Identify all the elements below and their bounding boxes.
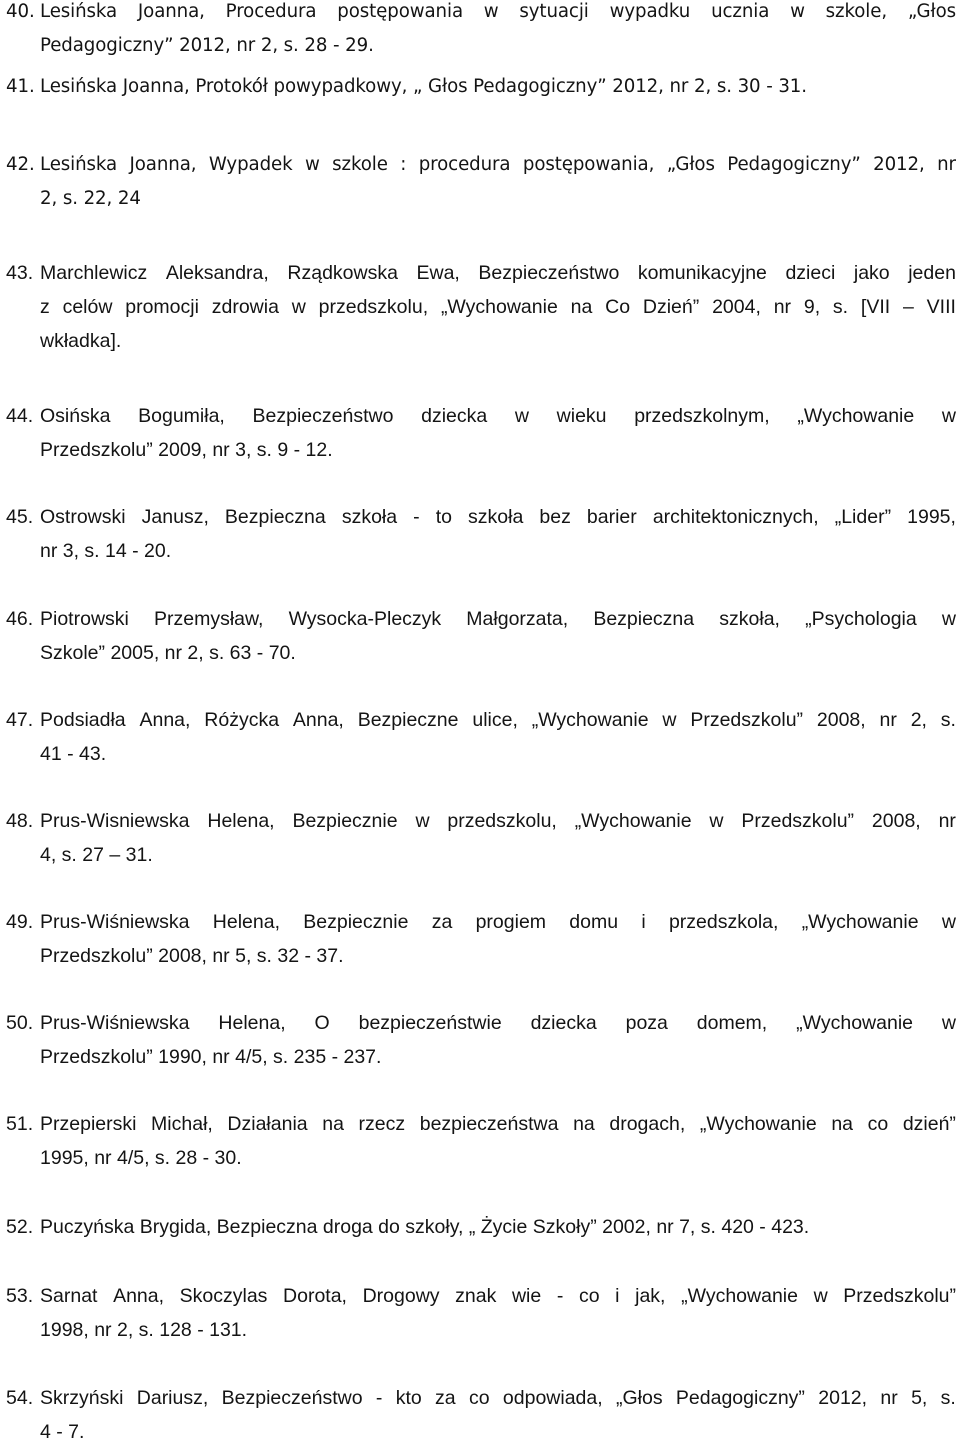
entry-text: 2, s. 22, 24	[40, 188, 141, 209]
bibliography-entry	[6, 1006, 956, 1074]
entry-continuation-line	[6, 1141, 956, 1175]
entry-number: 42.	[6, 154, 35, 175]
entry-continuation-line	[6, 737, 956, 771]
entry-first-line	[6, 399, 956, 433]
entry-text: Przepierski Michał, Działania na rzecz bezpieczeństwa na drogach, „Wychowanie na co dzień”	[40, 1113, 956, 1135]
entry-text: 4, s. 27 – 31.	[40, 844, 153, 866]
entry-text: Piotrowski Przemysław, Wysocka-Pleczyk Małgorzata, Bezpieczna szkoła, „Psychologia w	[40, 608, 956, 630]
entry-text: 1995, nr 4/5, s. 28 - 30.	[40, 1147, 242, 1169]
entry-number: 49.	[6, 911, 34, 933]
bibliography-entry	[6, 1107, 956, 1175]
entry-number: 48.	[6, 810, 34, 832]
bibliography-entry	[6, 602, 956, 670]
entry-first-line	[6, 1210, 956, 1244]
entry-continuation-line	[6, 1313, 956, 1347]
entry-first-line	[6, 1107, 956, 1141]
entry-number: 47.	[6, 709, 34, 731]
entry-text: 4 - 7.	[40, 1421, 85, 1443]
entry-continuation-line	[6, 838, 956, 872]
bibliography-entry	[6, 399, 956, 467]
entry-text: Puczyńska Brygida, Bezpieczna droga do szkoły, „ Życie Szkoły” 2002, nr 7, s. 420 - 423.	[40, 1216, 810, 1238]
entry-number: 50.	[6, 1012, 34, 1034]
entry-number: 51.	[6, 1113, 34, 1135]
entry-text: Przedszkolu” 2008, nr 5, s. 32 - 37.	[40, 945, 344, 967]
entry-text: Sarnat Anna, Skoczylas Dorota, Drogowy znak wie - co i jak, „Wychowanie w Przedszkolu”	[40, 1285, 956, 1307]
entry-text: Prus-Wiśniewska Helena, Bezpiecznie za progiem domu i przedszkola, „Wychowanie w	[40, 911, 956, 933]
bibliography-entry	[6, 148, 956, 216]
entry-continuation-line	[6, 636, 956, 670]
entry-text: wkładka].	[40, 330, 122, 352]
bibliography-entry	[6, 905, 956, 973]
entry-text: Skrzyński Dariusz, Bezpieczeństwo - kto za co odpowiada, „Głos Pedagogiczny” 2012, nr 5, s.	[40, 1387, 956, 1409]
entry-text: Podsiadła Anna, Różycka Anna, Bezpieczne ulice, „Wychowanie w Przedszkolu” 2008, nr 2, s.	[40, 709, 956, 731]
entry-continuation-line	[6, 182, 956, 216]
bibliography-entry	[6, 1279, 956, 1347]
entry-first-line	[6, 703, 956, 737]
entry-first-line	[6, 905, 956, 939]
entry-first-line	[6, 256, 956, 290]
bibliography-entry	[6, 256, 956, 358]
entry-continuation-line	[6, 1040, 956, 1074]
entry-number: 45.	[6, 506, 34, 528]
entry-continuation-line	[6, 534, 956, 568]
entry-text: Przedszkolu” 1990, nr 4/5, s. 235 - 237.	[40, 1046, 382, 1068]
entry-text: Ostrowski Janusz, Bezpieczna szkoła - to szkoła bez barier architektonicznych, „Lider” 1995,	[40, 506, 956, 528]
entry-continuation-line	[6, 433, 956, 467]
entry-text: 41 - 43.	[40, 743, 107, 765]
entry-first-line	[6, 804, 956, 838]
entry-first-line	[6, 1279, 956, 1313]
entry-continuation-line	[6, 939, 956, 973]
entry-number: 54.	[6, 1387, 34, 1409]
entry-text: 1998, nr 2, s. 128 - 131.	[40, 1319, 248, 1341]
entry-text: Przedszkolu” 2009, nr 3, s. 9 - 12.	[40, 439, 333, 461]
entry-first-line	[6, 1381, 956, 1415]
entry-number: 44.	[6, 405, 34, 427]
entry-text: Szkole” 2005, nr 2, s. 63 - 70.	[40, 642, 296, 664]
entry-text: nr 3, s. 14 - 20.	[40, 540, 172, 562]
entry-first-line	[6, 602, 956, 636]
bibliography-entry	[6, 0, 956, 63]
entry-first-line	[6, 1006, 956, 1040]
entry-continuation-line	[6, 324, 956, 358]
entry-text: Prus-Wisniewska Helena, Bezpiecznie w przedszkolu, „Wychowanie w Przedszkolu” 2008, nr	[40, 810, 956, 832]
entry-first-line	[6, 500, 956, 534]
entry-text: Osińska Bogumiła, Bezpieczeństwo dziecka w wieku przedszkolnym, „Wychowanie w	[40, 405, 956, 427]
entry-number: 52.	[6, 1216, 34, 1238]
entry-continuation-line	[6, 29, 956, 63]
entry-text: Lesińska Joanna, Protokół powypadkowy, „ Głos Pedagogiczny” 2012, nr 2, s. 30 - 31.	[40, 76, 807, 97]
entry-number: 40.	[6, 1, 35, 22]
entry-text: z celów promocji zdrowia w przedszkolu, „Wychowanie na Co Dzień” 2004, nr 9, s. [VII – VIII	[40, 296, 956, 318]
entry-number: 43.	[6, 262, 34, 284]
bibliography-entry	[6, 70, 956, 104]
bibliography-entry	[6, 1210, 956, 1244]
entry-number: 41.	[6, 76, 35, 97]
entry-text: Pedagogiczny” 2012, nr 2, s. 28 - 29.	[40, 35, 374, 56]
entry-number: 46.	[6, 608, 34, 630]
entry-first-line	[6, 70, 956, 104]
entry-text: Marchlewicz Aleksandra, Rządkowska Ewa, Bezpieczeństwo komunikacyjne dzieci jako jeden	[40, 262, 956, 284]
bibliography-entry	[6, 703, 956, 771]
entry-number: 53.	[6, 1285, 34, 1307]
bibliography-entry	[6, 500, 956, 568]
entry-text: Lesińska Joanna, Procedura postępowania w sytuacji wypadku ucznia w szkole, „Głos	[40, 1, 956, 22]
entry-continuation-line	[6, 290, 956, 324]
entry-text: Prus-Wiśniewska Helena, O bezpieczeństwie dziecka poza domem, „Wychowanie w	[40, 1012, 956, 1034]
entry-first-line	[6, 148, 956, 182]
entry-text: Lesińska Joanna, Wypadek w szkole : procedura postępowania, „Głos Pedagogiczny” 2012, nr	[40, 154, 956, 175]
bibliography-entry	[6, 1381, 956, 1449]
bibliography-entry	[6, 804, 956, 872]
entry-first-line	[6, 0, 956, 29]
